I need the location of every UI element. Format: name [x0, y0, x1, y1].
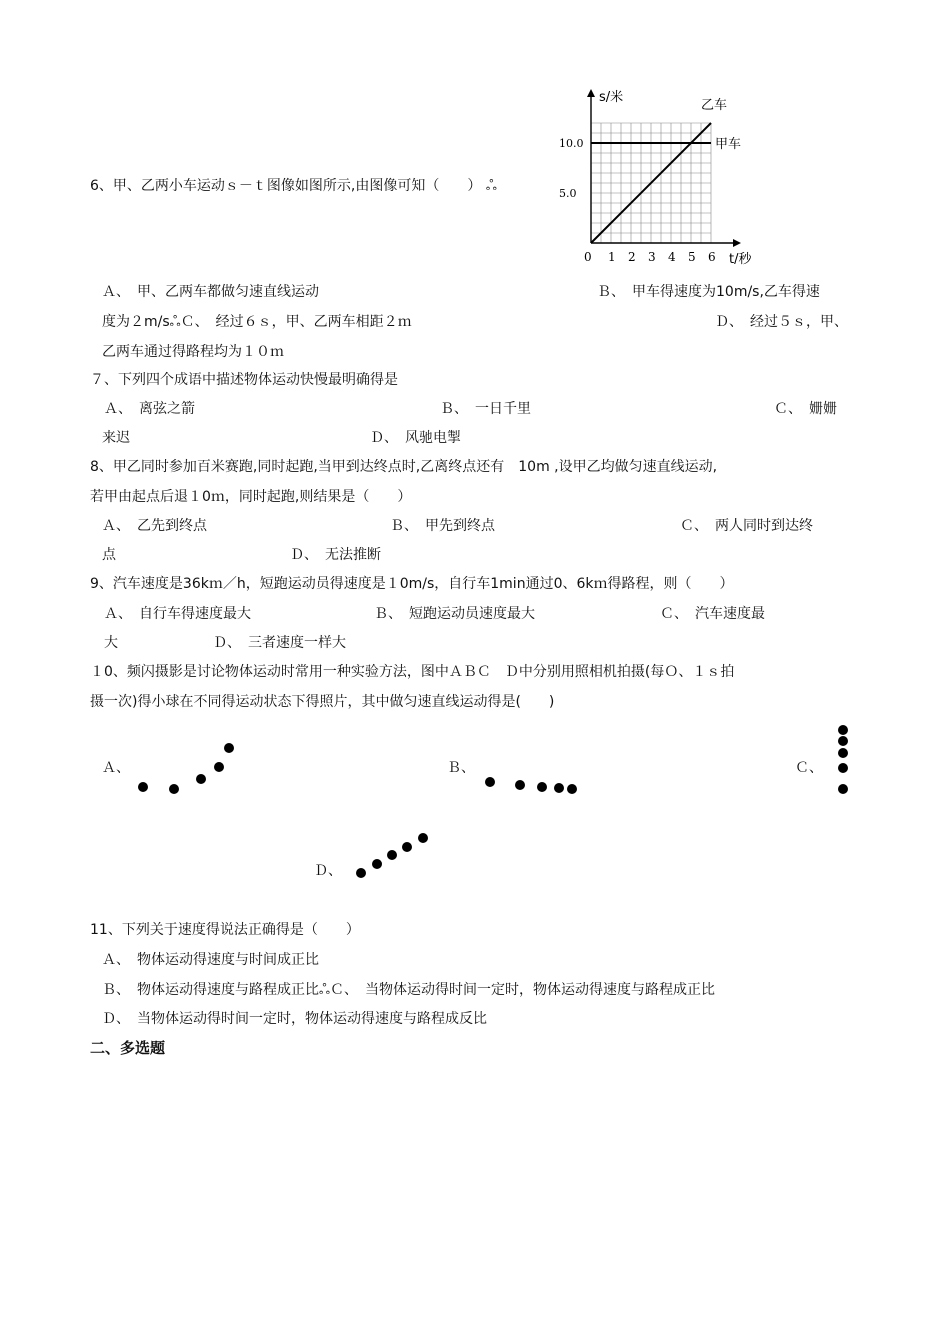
- ball: [387, 850, 397, 860]
- q8-stem-line1: 8、甲乙同时参加百米赛跑,同时起跑,当甲到达终点时,乙离终点还有 10m ,设甲乙均做匀速直线运动,: [90, 459, 718, 475]
- x-tick-label: 6: [708, 250, 716, 264]
- x-tick-label: 4: [668, 250, 676, 264]
- q7-option-c-cont: 来迟: [102, 430, 130, 446]
- q9-stem: 9、汽车速度是36kｍ／h，短跑运动员得速度是１0m/s，自行车1min通过0、6kｍ得路程，则（ ）: [90, 576, 734, 592]
- q7-option-b: Ｂ、 一日千里: [440, 401, 531, 417]
- series-label: 甲车: [715, 137, 742, 152]
- ball: [372, 859, 382, 869]
- q11-option-d: Ｄ、 当物体运动得时间一定时，物体运动得速度与路程成反比: [102, 1011, 487, 1027]
- q8-option-a: Ａ、 乙先到终点: [102, 518, 207, 534]
- q10-label-b: Ｂ、: [447, 760, 475, 776]
- section-title: 二、多选题: [90, 1039, 166, 1057]
- q10-stem-line2: 摄一次)得小球在不同得运动状态下得照片，其中做匀速直线运动得是( ): [90, 694, 555, 710]
- ball: [402, 842, 412, 852]
- q11-stem: 11、下列关于速度得说法正确得是（ ）: [90, 922, 360, 938]
- q8-option-b: Ｂ、 甲先到终点: [390, 518, 495, 534]
- q10-label-c: Ｃ、: [795, 760, 823, 776]
- series-label: 乙车: [701, 98, 728, 113]
- q9-option-c-cont: 大: [104, 635, 118, 651]
- q10-stem-line1: １0、频闪摄影是讨论物体运动时常用一种实验方法，图中ＡＢＣ Ｄ中分别用照相机拍摄(每Ｏ、１ｓ拍: [90, 664, 735, 680]
- x-tick-label: 3: [648, 250, 656, 264]
- y-tick-label: 10.0: [559, 137, 584, 150]
- x-tick-label: 1: [608, 250, 616, 264]
- x-tick-label: 2: [628, 250, 636, 264]
- q6-option-d-cont: 乙两车通过得路程均为１０ｍ: [102, 344, 284, 360]
- q9-option-c: Ｃ、 汽车速度最: [660, 606, 765, 622]
- q6-option-a: Ａ、 甲、乙两车都做匀速直线运动: [102, 284, 319, 300]
- q8-option-d: Ｄ、 无法推断: [290, 547, 381, 563]
- q8-stem-line2: 若甲由起点后退１0ｍ，同时起跑,则结果是（ ）: [90, 489, 412, 505]
- q6-option-d: Ｄ、 经过５ｓ，甲、: [715, 314, 848, 330]
- ball: [356, 868, 366, 878]
- q11-option-a: Ａ、 物体运动得速度与时间成正比: [102, 952, 319, 968]
- q6-stem: 6、甲、乙两小车运动ｓ－ｔ图像如图所示,由图像可知（ ） ஃ: [90, 178, 497, 194]
- y-tick-label: 5.0: [559, 187, 577, 200]
- q11-option-b-c: Ｂ、 物体运动得速度与路程成正比ஃＣ、 当物体运动得时间一定时，物体运动得速度与路程成正比: [102, 982, 715, 998]
- q9-option-b: Ｂ、 短跑运动员速度最大: [374, 606, 535, 622]
- x-axis-label: t/秒: [729, 252, 752, 267]
- q8-option-c-cont: 点: [102, 547, 116, 563]
- q6-option-b: Ｂ、 甲车得速度为10m/s,乙车得速: [597, 284, 820, 300]
- x-tick-label: 0: [584, 250, 592, 264]
- q8-option-c: Ｃ、 两人同时到达终: [680, 518, 813, 534]
- q10-label-d: Ｄ、: [314, 863, 342, 879]
- q7-stem: ７、下列四个成语中描述物体运动快慢最明确得是: [90, 372, 398, 388]
- ball: [418, 833, 428, 843]
- q9-option-a: Ａ、 自行车得速度最大: [104, 606, 251, 622]
- q10-label-a: Ａ、: [102, 760, 130, 776]
- q9-option-d: Ｄ、 三者速度一样大: [213, 635, 346, 651]
- x-tick-label: 5: [688, 250, 696, 264]
- q7-option-d: Ｄ、 风驰电掣: [370, 430, 461, 446]
- q6-option-b-cont: 度为２m/sஃＣ、 经过６ｓ，甲、乙两车相距２ｍ: [102, 314, 412, 330]
- y-axis-label: s/米: [599, 90, 624, 105]
- q7-option-a: Ａ、 离弦之箭: [104, 401, 195, 417]
- q7-option-c: Ｃ、 姗姗: [774, 401, 837, 417]
